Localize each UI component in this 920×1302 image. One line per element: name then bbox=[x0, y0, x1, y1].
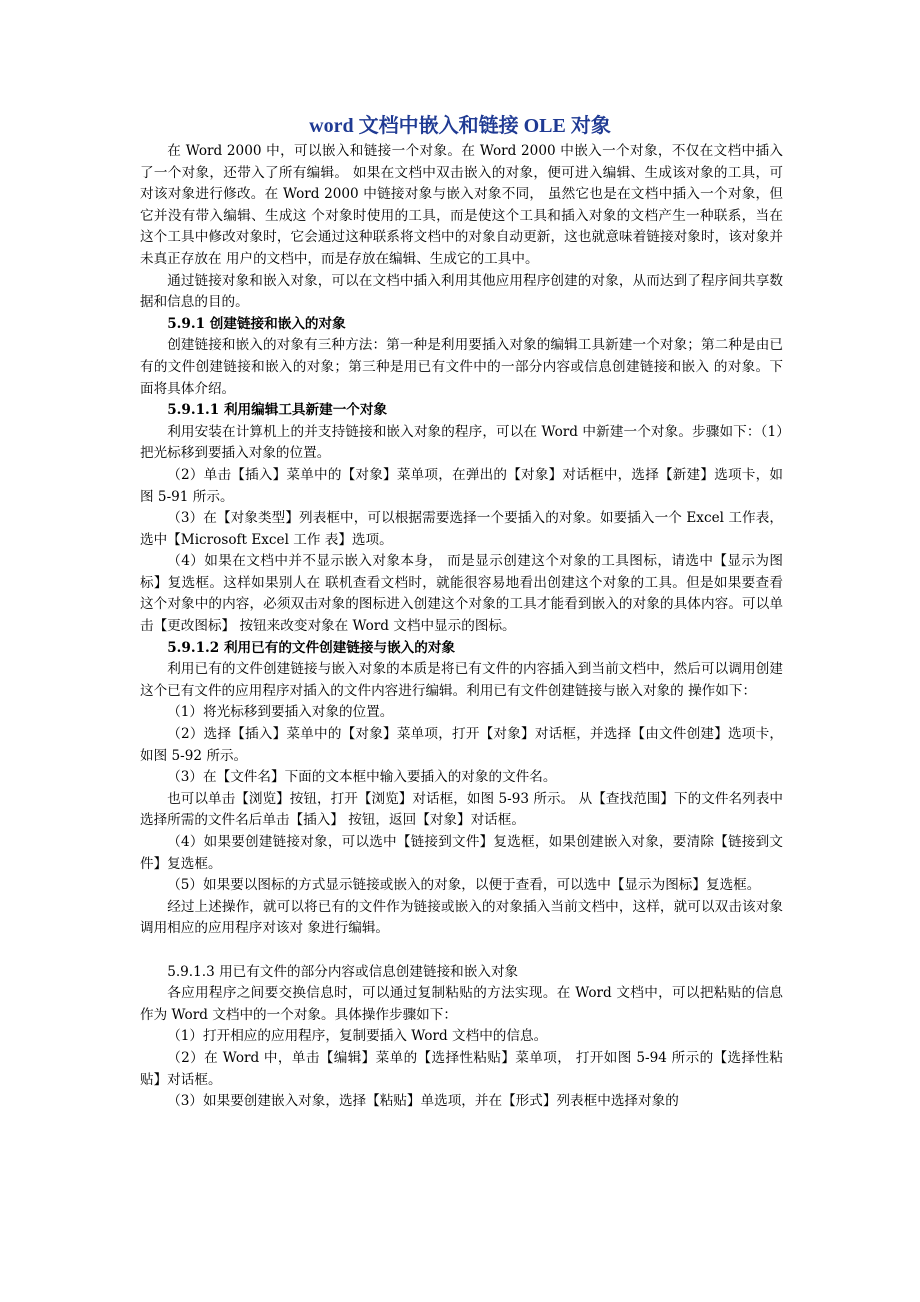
section-paragraph: （1）将光标移到要插入对象的位置。 bbox=[167, 704, 394, 721]
section-heading-5-9-1: 5.9.1 创建链接和嵌入的对象 bbox=[167, 315, 346, 332]
section-paragraph: （2）单击【插入】菜单中的【对象】菜单项，在弹出的【对象】对话框中，选择【新建】选项卡，如图 5-91 所示。 bbox=[140, 466, 783, 505]
section-paragraph: 利用已有的文件创建链接与嵌入对象的本质是将已有文件的内容插入到当前文档中，然后可以调用创建这个已有文件的应用程序对插入的文件内容进行编辑。利用已有文件创建链接与嵌入对象的 操作如下： bbox=[140, 661, 783, 699]
intro-paragraph-2: 通过链接对象和嵌入对象，可以在文档中插入利用其他应用程序创建的对象，从而达到了程序间共享数据和信息的目的。 bbox=[140, 272, 783, 311]
document-body bbox=[140, 141, 783, 1113]
section-paragraph: （2）选择【插入】菜单中的【对象】菜单项，打开【对象】对话框，并选择【由文件创建】选项卡，如图 5-92 所示。 bbox=[140, 726, 783, 764]
section-paragraph: 各应用程序之间要交换信息时，可以通过复制粘贴的方法实现。在 Word 文档中，可以把粘贴的信息作为 Word 文档中的一个对象。具体操作步骤如下： bbox=[140, 985, 783, 1023]
section-paragraph: （3）在【文件名】下面的文本框中输入要插入的对象的文件名。 bbox=[167, 769, 557, 786]
section-paragraph: （2）在 Word 中，单击【编辑】菜单的【选择性粘贴】菜单项， 打开如图 5-94 所示的【选择性粘贴】对话框。 bbox=[140, 1049, 783, 1088]
section-paragraph: 创建链接和嵌入的对象有三种方法：第一种是利用要插入对象的编辑工具新建一个对象；第二种是由已有的文件创建链接和嵌入的对象；第三种是用已有文件中的一部分内容或信息创建链接和嵌入 的对象。下面将具体介绍。 bbox=[140, 337, 783, 397]
section-paragraph: （3）在【对象类型】列表框中，可以根据需要选择一个要插入的对象。如要插入一个 Excel 工作表，选中【Microsoft Excel 工作 表】选项。 bbox=[140, 510, 783, 548]
section-paragraph: （4）如果要创建链接对象，可以选中【链接到文件】复选框，如果创建嵌入对象，要清除【链接到文件】复选框。 bbox=[140, 834, 783, 872]
section-paragraph: （1）打开相应的应用程序，复制要插入 Word 文档中的信息。 bbox=[167, 1028, 548, 1045]
intro-paragraph-1: 在 Word 2000 中，可以嵌入和链接一个对象。在 Word 2000 中嵌入一个对象，不仅在文档中插入了一个对象，还带入了所有编辑。 如果在文档中双击嵌入的对象，便可进入编辑、生成该对象的工具，可对该对象进行修改。在 Word 2000 中链接对象与嵌入对象不同， 虽然它也是在文档中插入一个对象，但它并没有带入编辑、生成这 个对象时使用的工具，而是使这个工具和插入对象的文档产生一种联系，当在这个工具中修改对象时，它会通过这种联系将文档中的对象自动更新，这也就意味着链接对象时，该对象并未真正存放在 用户的文档中，而是存放在编辑、生成它的工具中。 bbox=[140, 143, 783, 267]
section-paragraph: （4）如果在文档中并不显示嵌入对象本身， 而是显示创建这个对象的工具图标，请选中【显示为图标】复选框。这样如果别人在 联机查看文档时，就能很容易地看出创建这个对象的工具。但是如果要查看这个对象中的内容，必须双击对象的图标进入创建这个对象的工具才能看到嵌入的对象的具体内容。可以单击【更改图标】 按钮来改变对象在 Word 文档中显示的图标。 bbox=[140, 553, 783, 635]
section-heading-5-9-1-1: 5.9.1.1 利用编辑工具新建一个对象 bbox=[167, 402, 388, 419]
section-heading-5-9-1-2: 5.9.1.2 利用已有的文件创建链接与嵌入的对象 bbox=[167, 639, 456, 656]
section-paragraph: （5）如果要以图标的方式显示链接或嵌入的对象，以便于查看，可以选中【显示为图标】复选框。 bbox=[167, 877, 761, 894]
section-paragraph: 也可以单击【浏览】按钮，打开【浏览】对话框，如图 5-93 所示。 从【查找范围】下的文件名列表中选择所需的文件名后单击【插入】 按钮，返回【对象】对话框。 bbox=[140, 790, 783, 829]
blank-line bbox=[140, 940, 783, 962]
page-title: word 文档中嵌入和链接 OLE 对象 bbox=[309, 115, 611, 137]
section-paragraph: 利用安装在计算机上的并支持链接和嵌入对象的程序，可以在 Word 中新建一个对象。步骤如下：（1）把光标移到要插入对象的位置。 bbox=[140, 423, 783, 462]
section-paragraph: （3）如果要创建嵌入对象，选择【粘贴】单选项，并在【形式】列表框中选择对象的 bbox=[167, 1093, 679, 1110]
section-paragraph: 经过上述操作，就可以将已有的文件作为链接或嵌入的对象插入当前文档中，这样，就可以双击该对象调用相应的应用程序对该对 象进行编辑。 bbox=[140, 898, 783, 937]
section-heading-5-9-1-3: 5.9.1.3 用已有文件的部分内容或信息创建链接和嵌入对象 bbox=[167, 963, 519, 980]
